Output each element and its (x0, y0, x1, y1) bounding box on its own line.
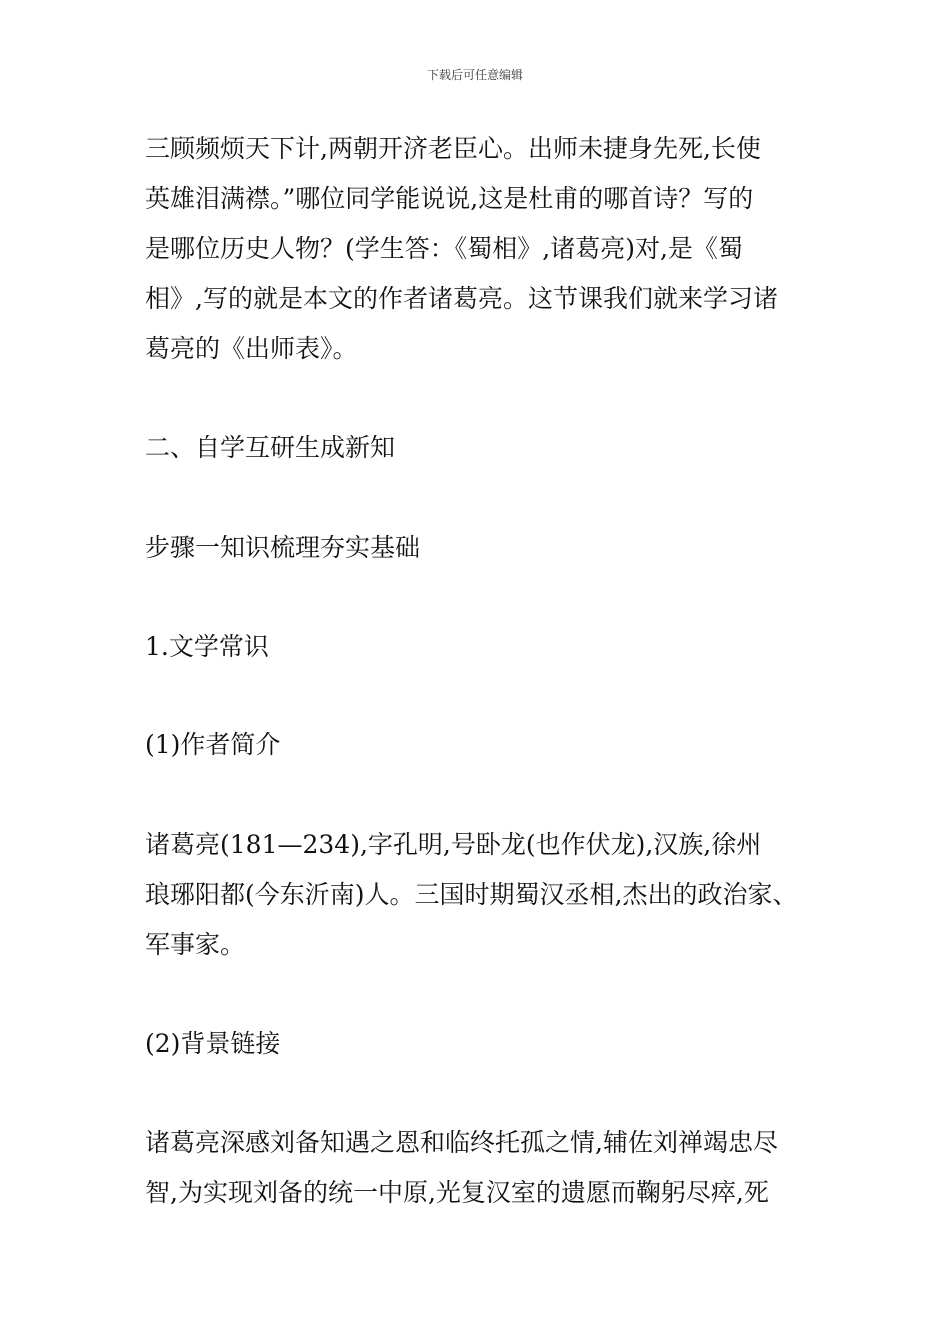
text-line: 步骤一知识梳理夯实基础 (145, 533, 421, 562)
intro-paragraph (145, 124, 815, 374)
step-heading (145, 523, 815, 573)
page-header-note: 下载后可任意编辑 (426, 68, 523, 82)
text-line: 1.文学常识 (145, 632, 269, 661)
section-heading (145, 423, 815, 473)
background-heading (145, 1019, 815, 1069)
text-line: 三顾频烦天下计,两朝开济老臣心。出师未捷身先死,长使 (145, 134, 761, 163)
text-line: 相》,写的就是本文的作者诸葛亮。这节课我们就来学习诸 (145, 284, 778, 313)
text-line: 琅琊阳都(今东沂南)人。三国时期蜀汉丞相,杰出的政治家、 (145, 880, 798, 909)
text-line: (1)作者简介 (145, 730, 281, 759)
text-line: 葛亮的《出师表》。 (145, 334, 358, 363)
author-paragraph (145, 820, 815, 970)
text-line: 二、自学互研生成新知 (145, 433, 396, 462)
background-paragraph (145, 1118, 815, 1218)
text-line: 军事家。 (145, 930, 246, 959)
subsection-heading (145, 622, 815, 672)
text-line: 是哪位历史人物？(学生答：《蜀相》,诸葛亮)对,是《蜀 (145, 234, 743, 263)
text-line: 英雄泪满襟。”哪位同学能说说,这是杜甫的哪首诗？写的 (145, 184, 754, 213)
text-line: 智,为实现刘备的统一中原,光复汉室的遗愿而鞠躬尽瘁,死 (145, 1178, 769, 1207)
author-intro-heading (145, 720, 815, 770)
text-line: 诸葛亮深感刘备知遇之恩和临终托孤之情,辅佐刘禅竭忠尽 (145, 1128, 778, 1157)
text-line: 诸葛亮(181—234),字孔明,号卧龙(也作伏龙),汉族,徐州 (145, 830, 762, 859)
text-line: (2)背景链接 (145, 1029, 281, 1058)
